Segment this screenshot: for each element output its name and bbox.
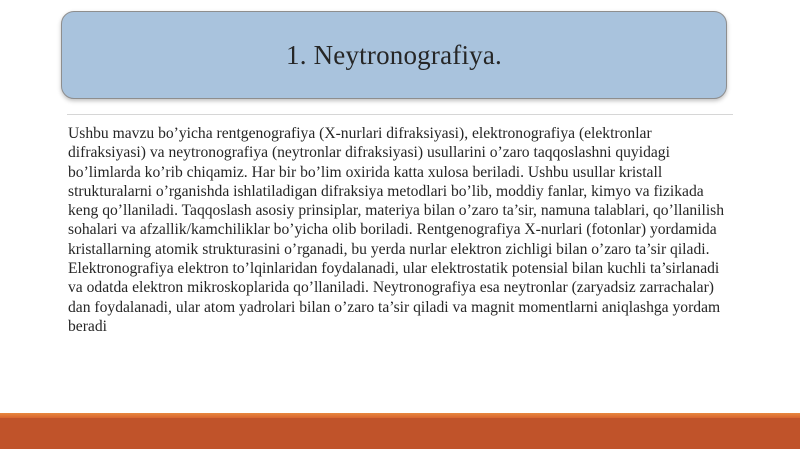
slide-body-text: Ushbu mavzu bo’yicha rentgenografiya (X-nurlari difraksiyasi), elektronografiya (elektronlar difraksiyasi) va neytronografiya (neytronlar difraksiyasi) usullarini o’zaro taqqoslashni quyidagi bo’limlarda ko’rib chiqamiz. Har bir bo’lim oxirida katta xulosa beriladi. Ushbu usullar kristall strukturalarni o’rganishda ishlatiladigan difraksiya metodlari bo’lib, moddiy fanlar, kimyo va fizikada keng qo’llaniladi. Taqqoslash asosiy prinsiplar, materiya bilan o’zaro ta’sir, namuna talablari, qo’llanilish sohalari va afzallik/kamchiliklar bo’yicha olib boriladi. Rentgenografiya X-nurlari (fotonlar) yordamida kristallarning atomik strukturasini o’rganadi, bu yerda nurlar elektron zichligi bilan o’zaro ta’sir qiladi. Elektronografiya elektron to’lqinlaridan foydalanadi, ular elektrostatik potensial bilan kuchli ta’sirlanadi va odatda elektron mikroskoplarida qo’llaniladi. Neytronografiya esa neytronlar (zaryadsiz zarrachalar) dan foydalanadi, ular atom yadrolari bilan o’zaro ta’sir qiladi va magnit momentlarni aniqlashga yordam beradi (68, 125, 725, 335)
footer-band-accent (0, 413, 800, 418)
title-divider (67, 114, 733, 115)
title-box (61, 11, 727, 99)
slide-title: 1. Neytronografiya. (286, 39, 502, 70)
footer-band (0, 413, 800, 449)
